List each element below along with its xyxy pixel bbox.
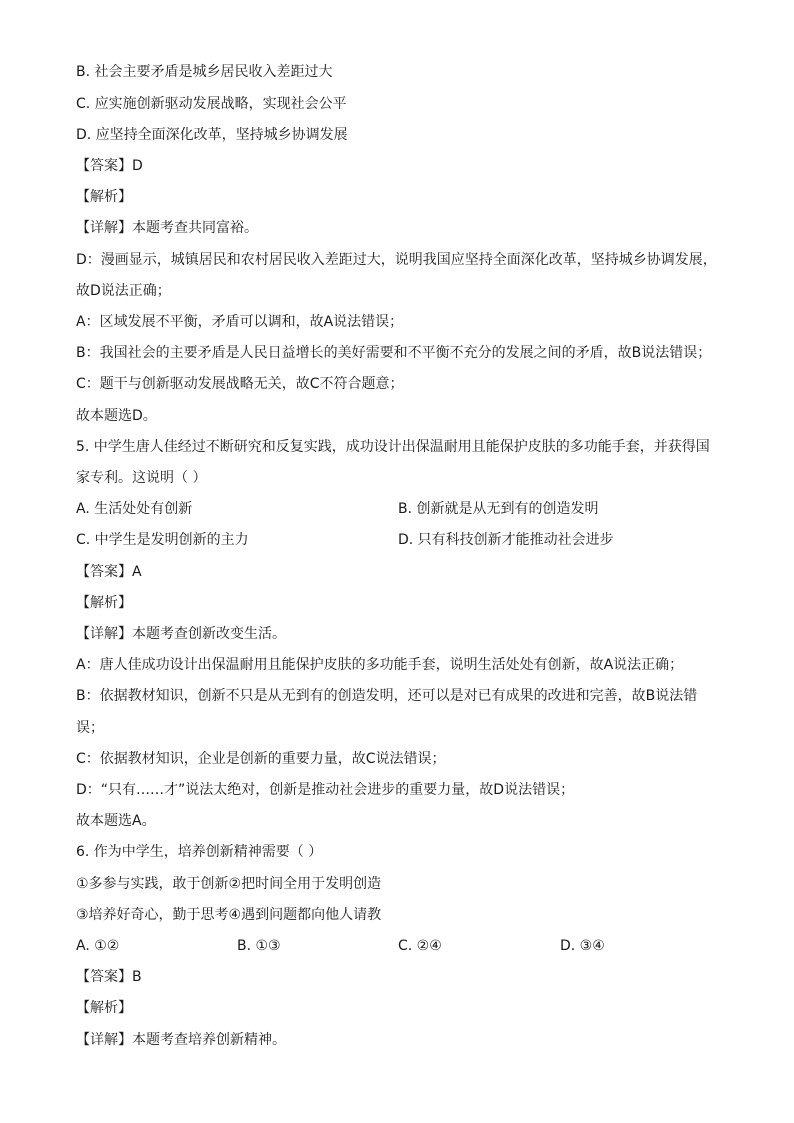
q4-explanation-d-line2: 故D说法正确；	[76, 283, 171, 299]
q5-answer: 【答案】A	[76, 564, 142, 580]
q4-conclusion: 故本题选D。	[76, 408, 157, 424]
q6-items-line2: ③培养好奇心，勤于思考④遇到问题都向他人请教	[76, 907, 382, 923]
q6-analysis-label: 【解析】	[76, 1000, 132, 1016]
q5-conclusion: 故本题选A。	[76, 813, 156, 829]
q4-detail: 【详解】本题考查共同富裕。	[76, 220, 258, 236]
q4-option-c: C. 应实施创新驱动发展战略，实现社会公平	[76, 96, 347, 112]
q5-explanation-c: C：依据教材知识，企业是创新的重要力量，故C说法错误；	[76, 751, 446, 767]
q4-answer: 【答案】D	[76, 158, 143, 174]
q6-option-a: A. ①②	[76, 938, 120, 954]
q5-option-b: B. 创新就是从无到有的创造发明	[398, 501, 599, 517]
q5-explanation-b-line2: 误；	[76, 720, 104, 736]
q6-stem: 6. 作为中学生，培养创新精神需要（ ）	[76, 844, 323, 860]
q4-explanation-d-line1: D：漫画显示，城镇居民和农村居民收入差距过大，说明我国应坚持全面深化改革，坚持城乡协调发展，	[76, 252, 717, 268]
q4-option-b: B. 社会主要矛盾是城乡居民收入差距过大	[76, 64, 333, 80]
q4-analysis-label: 【解析】	[76, 189, 132, 205]
q5-stem-line1: 5. 中学生唐人佳经过不断研究和反复实践，成功设计出保温耐用且能保护皮肤的多功能手套，并获得国	[76, 439, 710, 455]
q5-explanation-b-line1: B：依据教材知识，创新不只是从无到有的创造发明，还可以是对已有成果的改进和完善，故B说法错	[76, 688, 698, 704]
q6-option-b: B. ①③	[237, 938, 281, 954]
q6-answer: 【答案】B	[76, 969, 142, 985]
q6-option-c: C. ②④	[398, 938, 442, 954]
q4-explanation-b: B：我国社会的主要矛盾是人民日益增长的美好需要和不平衡不充分的发展之间的矛盾，故B说法错误；	[76, 345, 712, 361]
q4-explanation-c: C：题干与创新驱动发展战略无关，故C不符合题意；	[76, 376, 404, 392]
q5-option-a: A. 生活处处有创新	[76, 501, 193, 517]
q4-option-d: D. 应坚持全面深化改革，坚持城乡协调发展	[76, 127, 348, 143]
q6-option-d: D. ③④	[560, 938, 605, 954]
q5-stem-line2: 家专利。这说明（ ）	[76, 470, 207, 486]
q5-explanation-d: D：“只有……才”说法太绝对，创新是推动社会进步的重要力量，故D说法错误；	[76, 782, 575, 798]
q5-option-d: D. 只有科技创新才能推动社会进步	[398, 532, 614, 548]
q6-items-line1: ①多参与实践，敢于创新②把时间全用于发明创造	[76, 876, 382, 892]
q5-analysis-label: 【解析】	[76, 595, 132, 611]
q5-explanation-a: A：唐人佳成功设计出保温耐用且能保护皮肤的多功能手套，说明生活处处有创新，故A说法正确；	[76, 657, 684, 673]
q4-explanation-a: A：区域发展不平衡，矛盾可以调和，故A说法错误；	[76, 314, 404, 330]
q5-option-c: C. 中学生是发明创新的主力	[76, 532, 249, 548]
q5-detail: 【详解】本题考查创新改变生活。	[76, 626, 286, 642]
q6-detail: 【详解】本题考查培养创新精神。	[76, 1032, 286, 1048]
